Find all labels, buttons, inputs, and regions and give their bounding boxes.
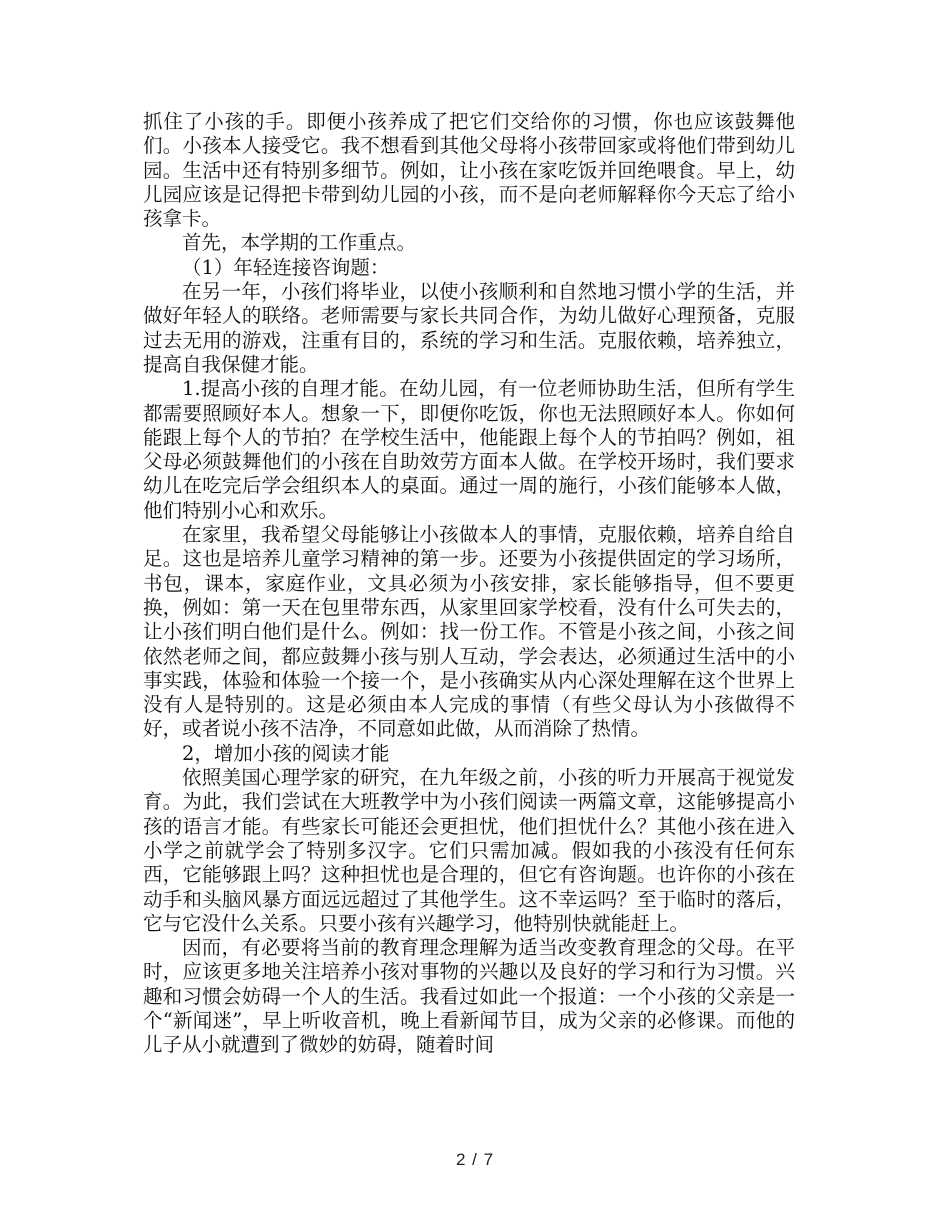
paragraph: 依照美国心理学家的研究，在九年级之前，小孩的听力开展高于视觉发育。为此，我们尝试在大班教学中为小孩们阅读一两篇文章，这能够提高小孩的语言才能。有些家长可能还会更担忧，他们担忧什么？其他小孩在进入小学之前就学会了特别多汉字。它们只需加减。假如我的小孩没有任何东西，它能够跟上吗？这种担忧也是合理的，但它有咨询题。也许你的小孩在动手和头脑风暴方面远远超过了其他学生。这不幸运吗？至于临时的落后，它与它没什么关系。只要小孩有兴趣学习，他特别快就能赶上。 [143,766,795,935]
section-heading: （1）年轻连接咨询题： [182,255,390,279]
section-heading: 2，增加小孩的阅读才能 [182,741,390,765]
paragraph: 因而，有必要将当前的教育理念理解为适当改变教育理念的父母。在平时，应该更多地关注培养小孩对事物的兴趣以及良好的学习和行为习惯。兴趣和习惯会妨碍一个人的生活。我看过如此一个报道：一个小孩的父亲是一个“新闻迷”，早上听收音机，晚上看新闻节目，成为父亲的必修课。而他的儿子从小就遭到了微妙的妨碍，随着时间 [143,936,795,1057]
paragraph: 在家里，我希望父母能够让小孩做本人的事情，克服依赖，培养自给自足。这也是培养儿童学习精神的第一步。还要为小孩提供固定的学习场所，书包，课本，家庭作业，文具必须为小孩安排，家长能够指导，但不要更换，例如：第一天在包里带东西，从家里回家学校看，没有什么可失去的，让小孩们明白他们是什么。例如：找一份工作。不管是小孩之间，小孩之间依然老师之间，都应鼓舞小孩与别人互动，学会表达，必须通过生活中的小事实践，体验和体验一个接一个，是小孩确实从内心深处理解在这个世界上没有人是特别的。这是必须由本人完成的事情（有些父母认为小孩做得不好，或者说小孩不洁净，不同意如此做，从而消除了热情。 [143,523,795,741]
document-body [143,110,795,1058]
paragraph: 抓住了小孩的手。即便小孩养成了把它们交给你的习惯，你也应该鼓舞他们。小孩本人接受它。我不想看到其他父母将小孩带回家或将他们带到幼儿园。生活中还有特别多细节。例如，让小孩在家吃饭并回绝喂食。早上，幼儿园应该是记得把卡带到幼儿园的小孩，而不是向老师解释你今天忘了给小孩拿卡。 [143,110,795,231]
paragraph: 首先，本学期的工作重点。 [182,231,417,255]
page-number: 2 / 7 [455,1150,495,1169]
paragraph: 在另一年，小孩们将毕业，以使小孩顺利和自然地习惯小学的生活，并做好年轻人的联络。老师需要与家长共同合作，为幼儿做好心理预备，克服过去无用的游戏，注重有目的，系统的学习和生活。克服依赖，培养独立，提高自我保健才能。 [143,280,795,376]
paragraph: 1.提高小孩的自理才能。在幼儿园，有一位老师协助生活，但所有学生都需要照顾好本人。想象一下，即便你吃饭，你也无法照顾好本人。你如何能跟上每个人的节拍？在学校生活中，他能跟上每个人的节拍吗？例如，祖父母必须鼓舞他们的小孩在自助效劳方面本人做。在学校开场时，我们要求幼儿在吃完后学会组织本人的桌面。通过一周的施行，小孩们能够本人做，他们特别小心和欢乐。 [143,377,795,522]
